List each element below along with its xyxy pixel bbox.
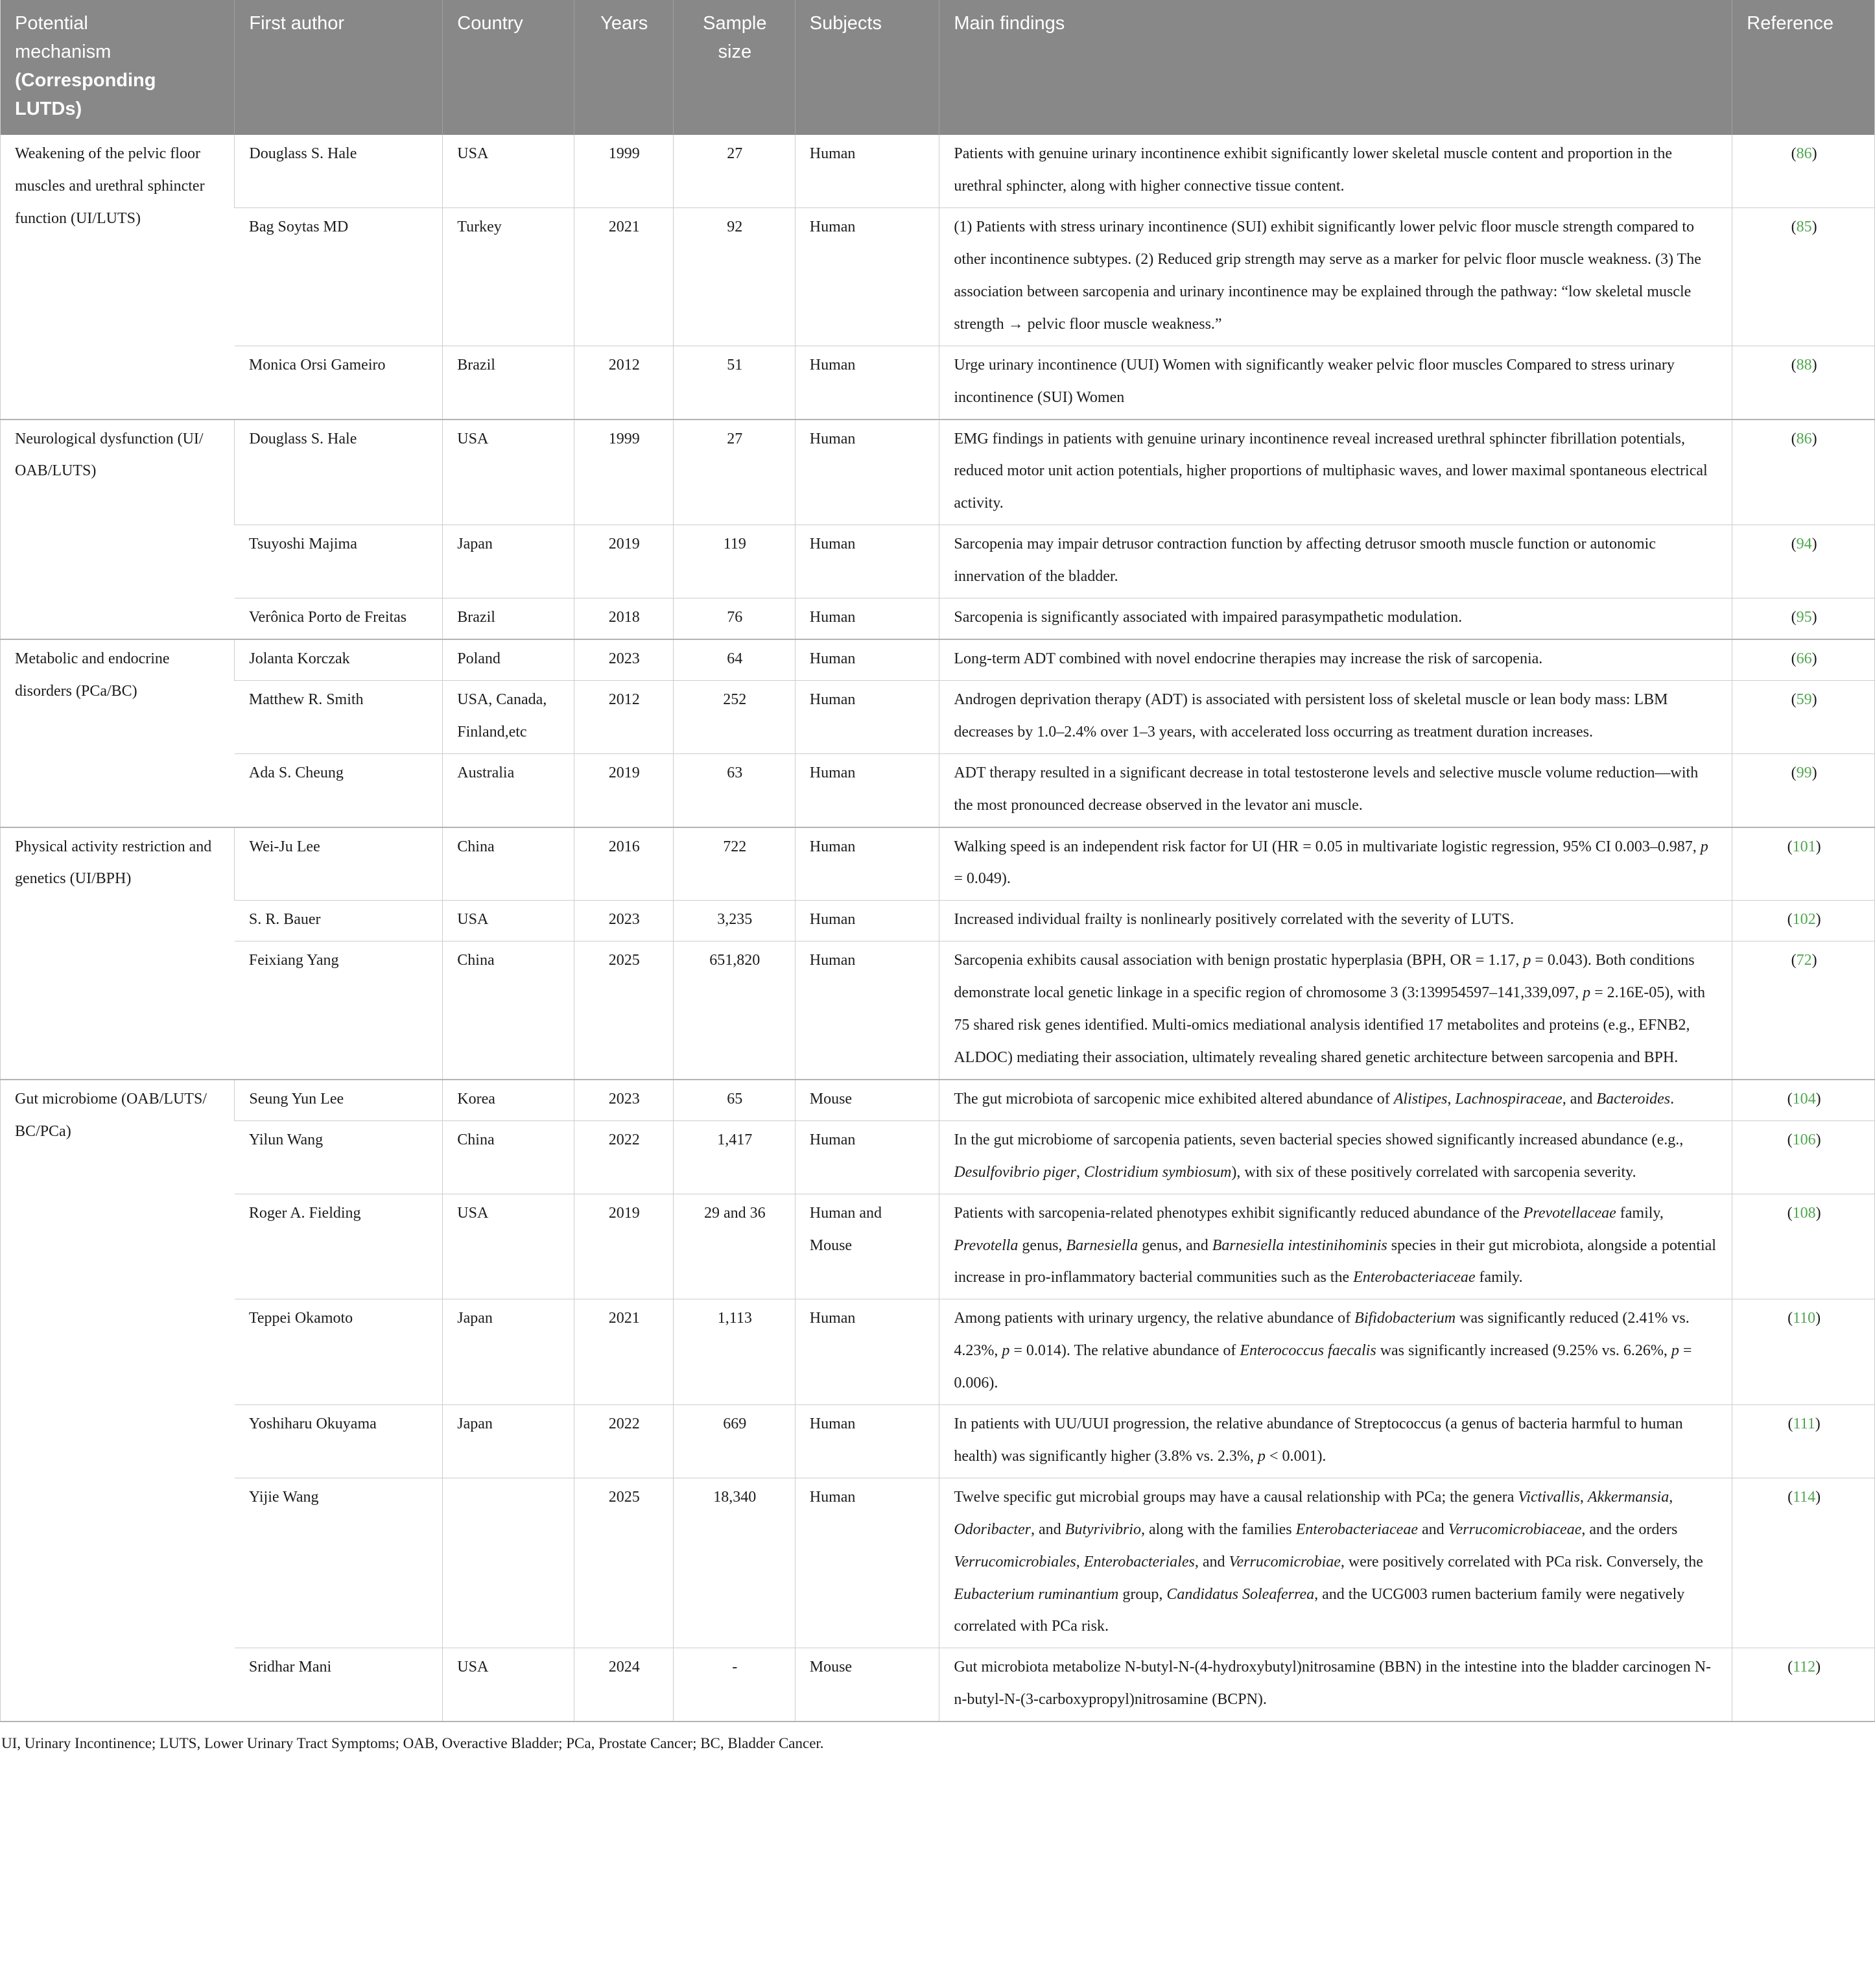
reference-cell: (114) (1732, 1478, 1875, 1648)
main-findings-cell: Urge urinary incontinence (UUI) Women with significantly weaker pelvic floor muscles Compared to stress urinary incontinence (SUI) Women (939, 346, 1732, 419)
reference-cell: (86) (1732, 135, 1875, 207)
years-cell: 1999 (574, 420, 673, 525)
reference-link[interactable]: 104 (1792, 1090, 1816, 1107)
reference-cell: (85) (1732, 208, 1875, 346)
country-cell: Poland (443, 639, 574, 680)
main-findings-cell: Among patients with urinary urgency, the relative abundance of Bifidobacterium was significantly reduced (2.41% vs. 4.23%, p = 0.014). The relative abundance of Enterococcus faecalis was significantly increased (9.25% vs. 6.26%, p = 0.006). (939, 1299, 1732, 1405)
reference-cell: (66) (1732, 639, 1875, 680)
table-row (1, 598, 1875, 639)
reference-link[interactable]: 59 (1796, 691, 1812, 708)
years-cell: 2025 (574, 1478, 673, 1648)
main-findings-cell: Increased individual frailty is nonlinearly positively correlated with the severity of LUTS. (939, 901, 1732, 941)
first-author-cell: Tsuyoshi Majima (235, 525, 443, 598)
table-row (1, 901, 1875, 941)
sample-size-cell: 669 (673, 1405, 795, 1478)
sample-size-cell: 92 (673, 208, 795, 346)
main-findings-cell: Twelve specific gut microbial groups may have a causal relationship with PCa; the genera Victivallis, Akkermansia, Odoribacter, and Butyrivibrio, along with the families Enterobacteriaceae and Verrucomicrobiaceae, and the orders Verrucomicrobiales, Enterobacteriales, and Verrucomicrobiae, were positively correlated with PCa risk. Conversely, the Eubacterium ruminantium group, Candidatus Soleaferrea, and the UCG003 rumen bacterium family were negatively correlated with PCa risk. (939, 1478, 1732, 1648)
reference-link[interactable]: 66 (1796, 650, 1812, 667)
first-author-cell: Yilun Wang (235, 1120, 443, 1194)
years-cell: 2018 (574, 598, 673, 639)
subjects-cell: Human (795, 639, 939, 680)
main-findings-cell: Patients with genuine urinary incontinence exhibit significantly lower skeletal muscle content and proportion in the urethral sphincter, along with higher connective tissue content. (939, 135, 1732, 207)
reference-cell: (86) (1732, 420, 1875, 525)
sample-size-cell: 27 (673, 420, 795, 525)
country-cell: USA (443, 420, 574, 525)
reference-cell: (59) (1732, 680, 1875, 753)
reference-link[interactable]: 110 (1793, 1310, 1816, 1327)
sample-size-cell: 252 (673, 680, 795, 753)
first-author-cell: Ada S. Cheung (235, 753, 443, 827)
reference-cell: (101) (1732, 827, 1875, 901)
first-author-cell: Douglass S. Hale (235, 420, 443, 525)
years-cell: 2022 (574, 1405, 673, 1478)
years-cell: 2023 (574, 901, 673, 941)
reference-cell: (102) (1732, 901, 1875, 941)
years-cell: 2023 (574, 639, 673, 680)
mechanism-cell: Metabolic and endocrine disorders (PCa/BC) (1, 639, 235, 827)
years-cell: 2022 (574, 1120, 673, 1194)
column-header-country: Country (443, 0, 574, 135)
main-findings-cell: Sarcopenia may impair detrusor contraction function by affecting detrusor smooth muscle function or autonomic innervation of the bladder. (939, 525, 1732, 598)
sample-size-cell: 3,235 (673, 901, 795, 941)
main-findings-cell: Androgen deprivation therapy (ADT) is associated with persistent loss of skeletal muscle or lean body mass: LBM decreases by 1.0–2.4% over 1–3 years, with accelerated loss occurring as treatment duration increases. (939, 680, 1732, 753)
table-row (1, 420, 1875, 525)
country-cell: USA (443, 901, 574, 941)
first-author-cell: Douglass S. Hale (235, 135, 443, 207)
subjects-cell: Human (795, 1405, 939, 1478)
column-header-reference: Reference (1732, 0, 1875, 135)
reference-cell: (95) (1732, 598, 1875, 639)
reference-link[interactable]: 112 (1793, 1659, 1816, 1676)
country-cell: China (443, 941, 574, 1080)
main-findings-cell: Sarcopenia is significantly associated with impaired parasympathetic modulation. (939, 598, 1732, 639)
column-header-main-findings: Main findings (939, 0, 1732, 135)
column-header-mechanism (1, 0, 235, 135)
reference-cell: (110) (1732, 1299, 1875, 1405)
reference-cell: (104) (1732, 1080, 1875, 1120)
main-findings-cell: In the gut microbiome of sarcopenia patients, seven bacterial species showed significantly increased abundance (e.g., Desulfovibrio piger, Clostridium symbiosum), with six of these positively correlated with sarcopenia severity. (939, 1120, 1732, 1194)
sample-size-cell: 651,820 (673, 941, 795, 1080)
table-row (1, 1120, 1875, 1194)
reference-cell: (111) (1732, 1405, 1875, 1478)
reference-link[interactable]: 72 (1796, 952, 1812, 969)
sample-size-cell: 27 (673, 135, 795, 207)
first-author-cell: Roger A. Fielding (235, 1194, 443, 1299)
column-header-years: Years (574, 0, 673, 135)
table-row (1, 680, 1875, 753)
first-author-cell: Teppei Okamoto (235, 1299, 443, 1405)
years-cell: 2012 (574, 680, 673, 753)
subjects-cell: Human (795, 420, 939, 525)
main-findings-cell: EMG findings in patients with genuine urinary incontinence reveal increased urethral sphincter fibrillation potentials, reduced motor unit action potentials, higher proportions of multiphasic waves, and lower maximal spontaneous electrical activity. (939, 420, 1732, 525)
table-footnote: UI, Urinary Incontinence; LUTS, Lower Urinary Tract Symptoms; OAB, Overactive Bladder; PCa, Prostate Cancer; BC, Bladder Cancer. (1, 1735, 824, 1752)
subjects-cell: Human (795, 525, 939, 598)
table-row (1, 1080, 1875, 1120)
table-row (1, 941, 1875, 1080)
reference-link[interactable]: 94 (1796, 536, 1812, 553)
main-findings-cell: Walking speed is an independent risk factor for UI (HR = 0.05 in multivariate logistic regression, 95% CI 0.003–0.987, p = 0.049). (939, 827, 1732, 901)
reference-cell: (72) (1732, 941, 1875, 1080)
reference-link[interactable]: 95 (1796, 609, 1812, 626)
reference-link[interactable]: 85 (1796, 219, 1812, 236)
sample-size-cell: 65 (673, 1080, 795, 1120)
main-findings-cell: Long-term ADT combined with novel endocrine therapies may increase the risk of sarcopenia. (939, 639, 1732, 680)
reference-link[interactable]: 102 (1792, 911, 1816, 929)
subjects-cell: Mouse (795, 1080, 939, 1120)
reference-link[interactable]: 114 (1793, 1488, 1816, 1506)
subjects-cell: Human (795, 941, 939, 1080)
country-cell: Korea (443, 1080, 574, 1120)
country-cell (443, 1478, 574, 1648)
reference-cell: (99) (1732, 753, 1875, 827)
reference-link[interactable]: 86 (1796, 145, 1812, 163)
sample-size-cell: 1,417 (673, 1120, 795, 1194)
first-author-cell: Feixiang Yang (235, 941, 443, 1080)
sample-size-cell: 64 (673, 639, 795, 680)
reference-cell: (108) (1732, 1194, 1875, 1299)
mechanism-cell: Weakening of the pelvic floor muscles and urethral sphincter function (UI/LUTS) (15, 145, 205, 228)
reference-link[interactable]: 106 (1792, 1131, 1816, 1148)
first-author-cell: Seung Yun Lee (235, 1080, 443, 1120)
mechanism-cell: Neurological dysfunction (UI/OAB/LUTS) (1, 420, 235, 639)
first-author-cell: Bag Soytas MD (235, 208, 443, 346)
subjects-cell: Human (795, 208, 939, 346)
reference-link[interactable]: 99 (1796, 764, 1812, 781)
table-row (1, 525, 1875, 598)
mechanism-cell: Gut microbiome (OAB/LUTS/BC/PCa) (1, 1080, 235, 1722)
sample-size-cell: 29 and 36 (673, 1194, 795, 1299)
table-row (1, 1299, 1875, 1405)
reference-cell: (106) (1732, 1120, 1875, 1194)
table-body (1, 135, 1875, 1722)
subjects-cell: Human (795, 598, 939, 639)
years-cell: 1999 (574, 135, 673, 207)
first-author-cell: Yijie Wang (235, 1478, 443, 1648)
column-header-subjects: Subjects (795, 0, 939, 135)
country-cell: USA (443, 135, 574, 207)
sample-size-cell: 722 (673, 827, 795, 901)
years-cell: 2019 (574, 753, 673, 827)
sample-size-cell: 51 (673, 346, 795, 419)
reference-link[interactable]: 111 (1793, 1415, 1815, 1433)
years-cell: 2024 (574, 1648, 673, 1722)
subjects-cell: Human (795, 1120, 939, 1194)
reference-link[interactable]: 108 (1792, 1204, 1816, 1222)
reference-link[interactable]: 101 (1792, 838, 1816, 855)
country-cell: Brazil (443, 598, 574, 639)
country-cell: Turkey (443, 208, 574, 346)
subjects-cell: Human (795, 346, 939, 419)
years-cell: 2021 (574, 208, 673, 346)
years-cell: 2019 (574, 525, 673, 598)
column-header-sample-size: Sample size (673, 0, 795, 135)
main-findings-cell: Gut microbiota metabolize N-butyl-N-(4-hydroxybutyl)nitrosamine (BBN) in the intestine into the bladder carcinogen N-n-butyl-N-(3-carboxypropyl)nitrosamine (BCPN). (939, 1648, 1732, 1722)
first-author-cell: Sridhar Mani (235, 1648, 443, 1722)
first-author-cell: Verônica Porto de Freitas (235, 598, 443, 639)
country-cell: Japan (443, 1405, 574, 1478)
years-cell: 2012 (574, 346, 673, 419)
column-header-mechanism-label: Potential mechanism (Corresponding LUTDs) (15, 13, 156, 120)
table-row (1, 1648, 1875, 1722)
main-findings-cell: The gut microbiota of sarcopenic mice exhibited altered abundance of Alistipes, Lachnospiraceae, and Bacteroides. (939, 1080, 1732, 1120)
country-cell: Japan (443, 525, 574, 598)
header-row (1, 0, 1875, 135)
first-author-cell: Jolanta Korczak (235, 639, 443, 680)
sample-size-cell: - (673, 1648, 795, 1722)
sample-size-cell: 119 (673, 525, 795, 598)
country-cell: Japan (443, 1299, 574, 1405)
country-cell: USA (443, 1648, 574, 1722)
subjects-cell: Human (795, 680, 939, 753)
table-row (1, 753, 1875, 827)
subjects-cell: Human (795, 901, 939, 941)
table-row (1, 639, 1875, 680)
main-findings-cell: Sarcopenia exhibits causal association with benign prostatic hyperplasia (BPH, OR = 1.17, p = 0.043). Both conditions demonstrate local genetic linkage in a specific region of chromosome 3 (3:139954597–141,339,097, p = 2.16E-05), with 75 shared risk genes identified. Multi-omics mediational analysis identified 17 metabolites and proteins (e.g., EFNB2, ALDOC) mediating their association, ultimately revealing shared genetic architecture between sarcopenia and BPH. (939, 941, 1732, 1080)
country-cell: USA (443, 1194, 574, 1299)
subjects-cell: Human and Mouse (795, 1194, 939, 1299)
country-cell: Brazil (443, 346, 574, 419)
table-row (1, 208, 1875, 346)
country-cell: China (443, 827, 574, 901)
years-cell: 2021 (574, 1299, 673, 1405)
table-row (1, 827, 1875, 901)
table-row (1, 346, 1875, 419)
column-header-first-author: First author (235, 0, 443, 135)
table-row (1, 1478, 1875, 1648)
years-cell: 2016 (574, 827, 673, 901)
main-findings-cell: Patients with sarcopenia-related phenotypes exhibit significantly reduced abundance of the Prevotellaceae family, Prevotella genus, Barnesiella genus, and Barnesiella intestinihominis species in their gut microbiota, alongside a potential increase in pro-inflammatory bacterial communities such as the Enterobacteriaceae family. (939, 1194, 1732, 1299)
main-findings-cell: ADT therapy resulted in a significant decrease in total testosterone levels and selective muscle volume reduction—with the most pronounced decrease observed in the levator ani muscle. (939, 753, 1732, 827)
years-cell: 2025 (574, 941, 673, 1080)
subjects-cell: Human (795, 135, 939, 207)
years-cell: 2019 (574, 1194, 673, 1299)
sample-size-cell: 63 (673, 753, 795, 827)
main-findings-cell: (1) Patients with stress urinary incontinence (SUI) exhibit significantly lower pelvic floor muscle strength compared to other incontinence subtypes. (2) Reduced grip strength may serve as a marker for pelvic floor muscle weakness. (3) The association between sarcopenia and urinary incontinence may be explained through the pathway: “low skeletal muscle strength → pelvic floor muscle weakness.” (939, 208, 1732, 346)
sample-size-cell: 18,340 (673, 1478, 795, 1648)
country-cell: USA, Canada, Finland,etc (443, 680, 574, 753)
reference-cell: (94) (1732, 525, 1875, 598)
first-author-cell: Matthew R. Smith (235, 680, 443, 753)
table-row (1, 135, 1875, 207)
country-cell: China (443, 1120, 574, 1194)
mechanism-cell: Physical activity restriction and genetics (UI/BPH) (1, 827, 235, 1080)
first-author-cell: Yoshiharu Okuyama (235, 1405, 443, 1478)
subjects-cell: Human (795, 1478, 939, 1648)
subjects-cell: Human (795, 827, 939, 901)
table-row (1, 1405, 1875, 1478)
main-findings-cell: In patients with UU/UUI progression, the relative abundance of Streptococcus (a genus of bacteria harmful to human health) was significantly higher (3.8% vs. 2.3%, p < 0.001). (939, 1405, 1732, 1478)
sample-size-cell: 1,113 (673, 1299, 795, 1405)
subjects-cell: Human (795, 1299, 939, 1405)
first-author-cell: S. R. Bauer (235, 901, 443, 941)
country-cell: Australia (443, 753, 574, 827)
subjects-cell: Human (795, 753, 939, 827)
years-cell: 2023 (574, 1080, 673, 1120)
subjects-cell: Mouse (795, 1648, 939, 1722)
first-author-cell: Wei-Ju Lee (235, 827, 443, 901)
first-author-cell: Monica Orsi Gameiro (235, 346, 443, 419)
reference-cell: (88) (1732, 346, 1875, 419)
table-row (1, 1194, 1875, 1299)
reference-cell: (112) (1732, 1648, 1875, 1722)
reference-link[interactable]: 88 (1796, 356, 1812, 373)
sample-size-cell: 76 (673, 598, 795, 639)
reference-link[interactable]: 86 (1796, 430, 1812, 447)
